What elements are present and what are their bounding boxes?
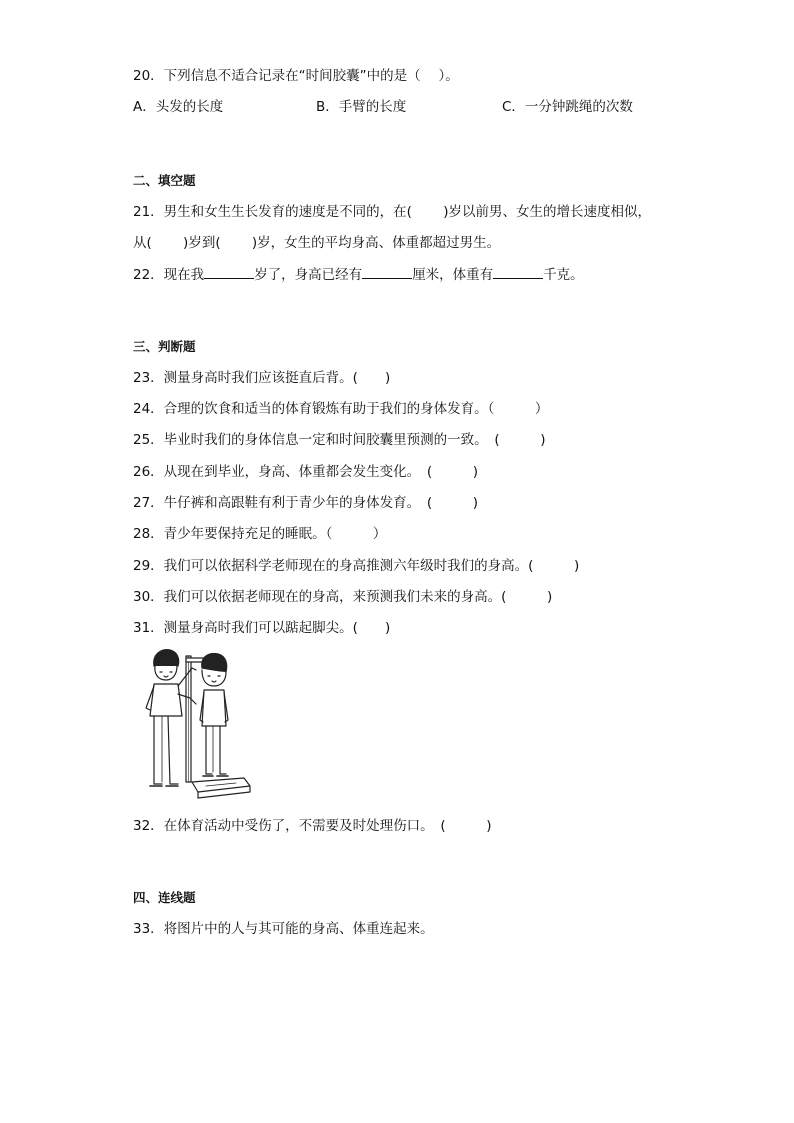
- question-21-line1: 21．男生和女生生长发育的速度是不同的，在( )岁以前男、女生的增长速度相似，: [133, 204, 652, 220]
- q22-blank-weight[interactable]: [493, 265, 543, 279]
- question-28: 28．青少年要保持充足的睡眠。（ ）: [133, 526, 387, 542]
- question-27: 27．牛仔裤和高跟鞋有利于青少年的身体发育。 ( ): [133, 495, 478, 511]
- q22-part1: 22．现在我: [133, 267, 205, 283]
- question-24: 24．合理的饮食和适当的体育锻炼有助于我们的身体发育。（ ）: [133, 401, 549, 417]
- height-measurement-illustration: [140, 646, 255, 806]
- question-30: 30．我们可以依据老师现在的身高，来预测我们未来的身高。( ): [133, 589, 553, 605]
- q22-part3: 厘米，体重有: [412, 267, 494, 283]
- question-32: 32．在体育活动中受伤了，不需要及时处理伤口。 ( ): [133, 818, 492, 834]
- q22-part2: 岁了，身高已经有: [254, 267, 363, 283]
- question-22: [133, 265, 584, 285]
- question-26: 26．从现在到毕业，身高、体重都会发生变化。 ( ): [133, 464, 478, 480]
- question-33: 33．将图片中的人与其可能的身高、体重连起来。: [133, 921, 434, 937]
- q22-blank-age[interactable]: [204, 265, 254, 279]
- q22-blank-height[interactable]: [362, 265, 412, 279]
- q20-option-c: C．一分钟跳绳的次数: [502, 99, 633, 115]
- question-23: 23．测量身高时我们应该挺直后背。( ): [133, 370, 391, 386]
- question-21-line2: 从( )岁到( )岁，女生的平均身高、体重都超过男生。: [133, 235, 501, 251]
- question-29: 29．我们可以依据科学老师现在的身高推测六年级时我们的身高。( ): [133, 558, 580, 574]
- section-fill-blank-title: 二、填空题: [133, 173, 196, 188]
- question-25: 25．毕业时我们的身体信息一定和时间胶囊里预测的一致。 ( ): [133, 432, 546, 448]
- q20-option-a: A．头发的长度: [133, 99, 224, 115]
- section-judge-title: 三、判断题: [133, 339, 196, 354]
- q22-part4: 千克。: [543, 267, 584, 283]
- section-matching-title: 四、连线题: [133, 890, 196, 905]
- question-20: 20．下列信息不适合记录在“时间胶囊”中的是（ ）。: [133, 68, 459, 84]
- q20-option-b: B．手臂的长度: [316, 99, 407, 115]
- question-31: 31．测量身高时我们可以踮起脚尖。( ): [133, 620, 391, 636]
